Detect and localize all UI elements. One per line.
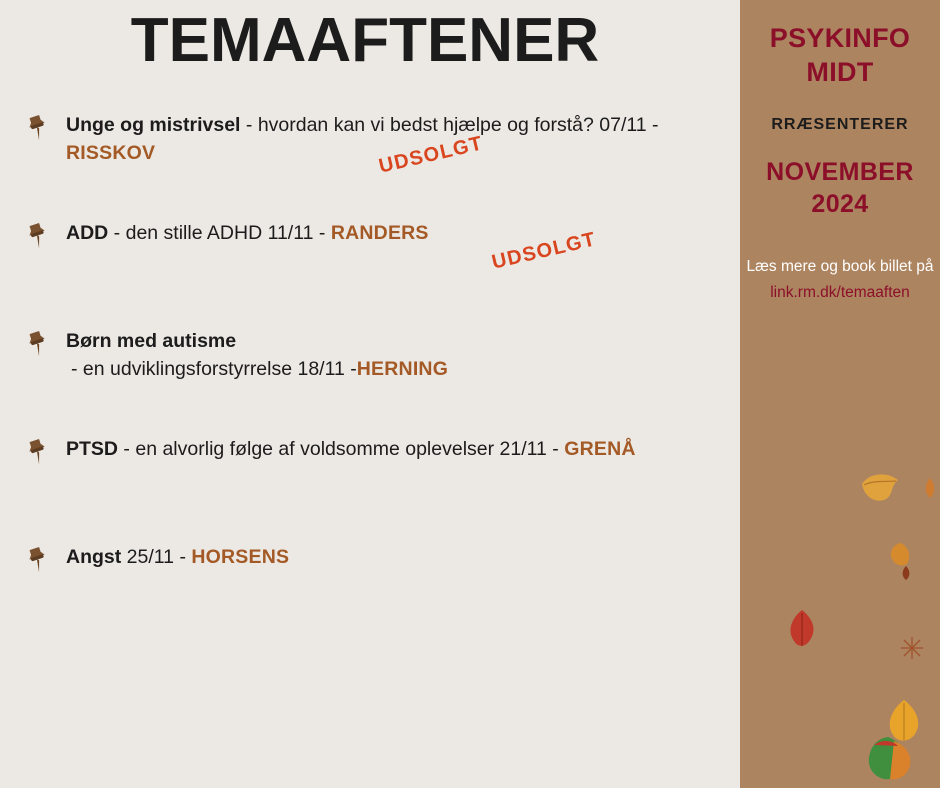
list-item [22, 327, 740, 389]
date-block [740, 156, 940, 221]
leaf-icon [858, 470, 902, 509]
list-item [22, 219, 740, 281]
event-description: den stille ADHD 11/11 - [125, 222, 331, 245]
month-label: NOVEMBER [766, 157, 914, 186]
leaf-icon [900, 566, 912, 585]
event-place: HERNING [356, 358, 449, 381]
list-item [22, 435, 740, 497]
brand-name [740, 22, 940, 90]
event-place: RISSKOV [66, 142, 156, 165]
status-badge: UDSOLGT [489, 228, 599, 274]
event-description: 25/11 - [126, 546, 192, 569]
poster-sidebar [740, 0, 940, 788]
event-title: PTSD [66, 438, 119, 461]
booking-link[interactable]: link.rm.dk/temaaften [770, 283, 910, 301]
event-title: ADD [66, 222, 109, 245]
event-place: GRENÅ [564, 438, 636, 461]
pushpin-icon [22, 219, 66, 251]
event-place: RANDERS [330, 222, 429, 245]
presents-label: RRÆSENTERER [771, 115, 909, 133]
event-text [66, 219, 740, 274]
event-title: Angst [66, 546, 122, 569]
event-text [66, 543, 740, 571]
pushpin-icon [22, 543, 66, 575]
event-place: HORSENS [191, 546, 290, 569]
list-item [22, 543, 740, 605]
leaf-icon [900, 636, 924, 665]
event-description: hvordan kan vi bedst hjælpe og forstå? 07/11 - [257, 114, 659, 137]
event-description: - en udviklingsforstyrrelse 18/11 - [71, 358, 357, 381]
event-dash: - [118, 438, 136, 461]
event-title: Børn med autisme [66, 330, 237, 353]
booking-text: Læs mere og book billet på [746, 257, 934, 275]
leaf-icon [785, 610, 819, 655]
event-description: en alvorlig følge af voldsomme oplevelser 21/11 - [135, 438, 565, 461]
event-text [66, 327, 740, 384]
event-dash: - [240, 114, 258, 137]
event-text [66, 111, 740, 178]
status-badge: UDSOLGT [376, 132, 486, 178]
brand-line-1: PSYKINFO [769, 23, 911, 53]
event-title: Unge og mistrivsel [66, 114, 241, 137]
leaf-icon [858, 735, 918, 788]
event-text [66, 435, 740, 463]
list-item [22, 111, 740, 178]
pushpin-icon [22, 327, 66, 359]
page-title: TEMAAFTENER [130, 6, 600, 75]
pushpin-icon [22, 111, 66, 143]
event-list [0, 111, 740, 605]
event-dash: - [108, 222, 126, 245]
booking-info [740, 255, 940, 305]
pushpin-icon [22, 435, 66, 467]
brand-line-2: MIDT [806, 56, 874, 87]
year-label: 2024 [811, 190, 869, 218]
leaf-icon [922, 478, 938, 503]
